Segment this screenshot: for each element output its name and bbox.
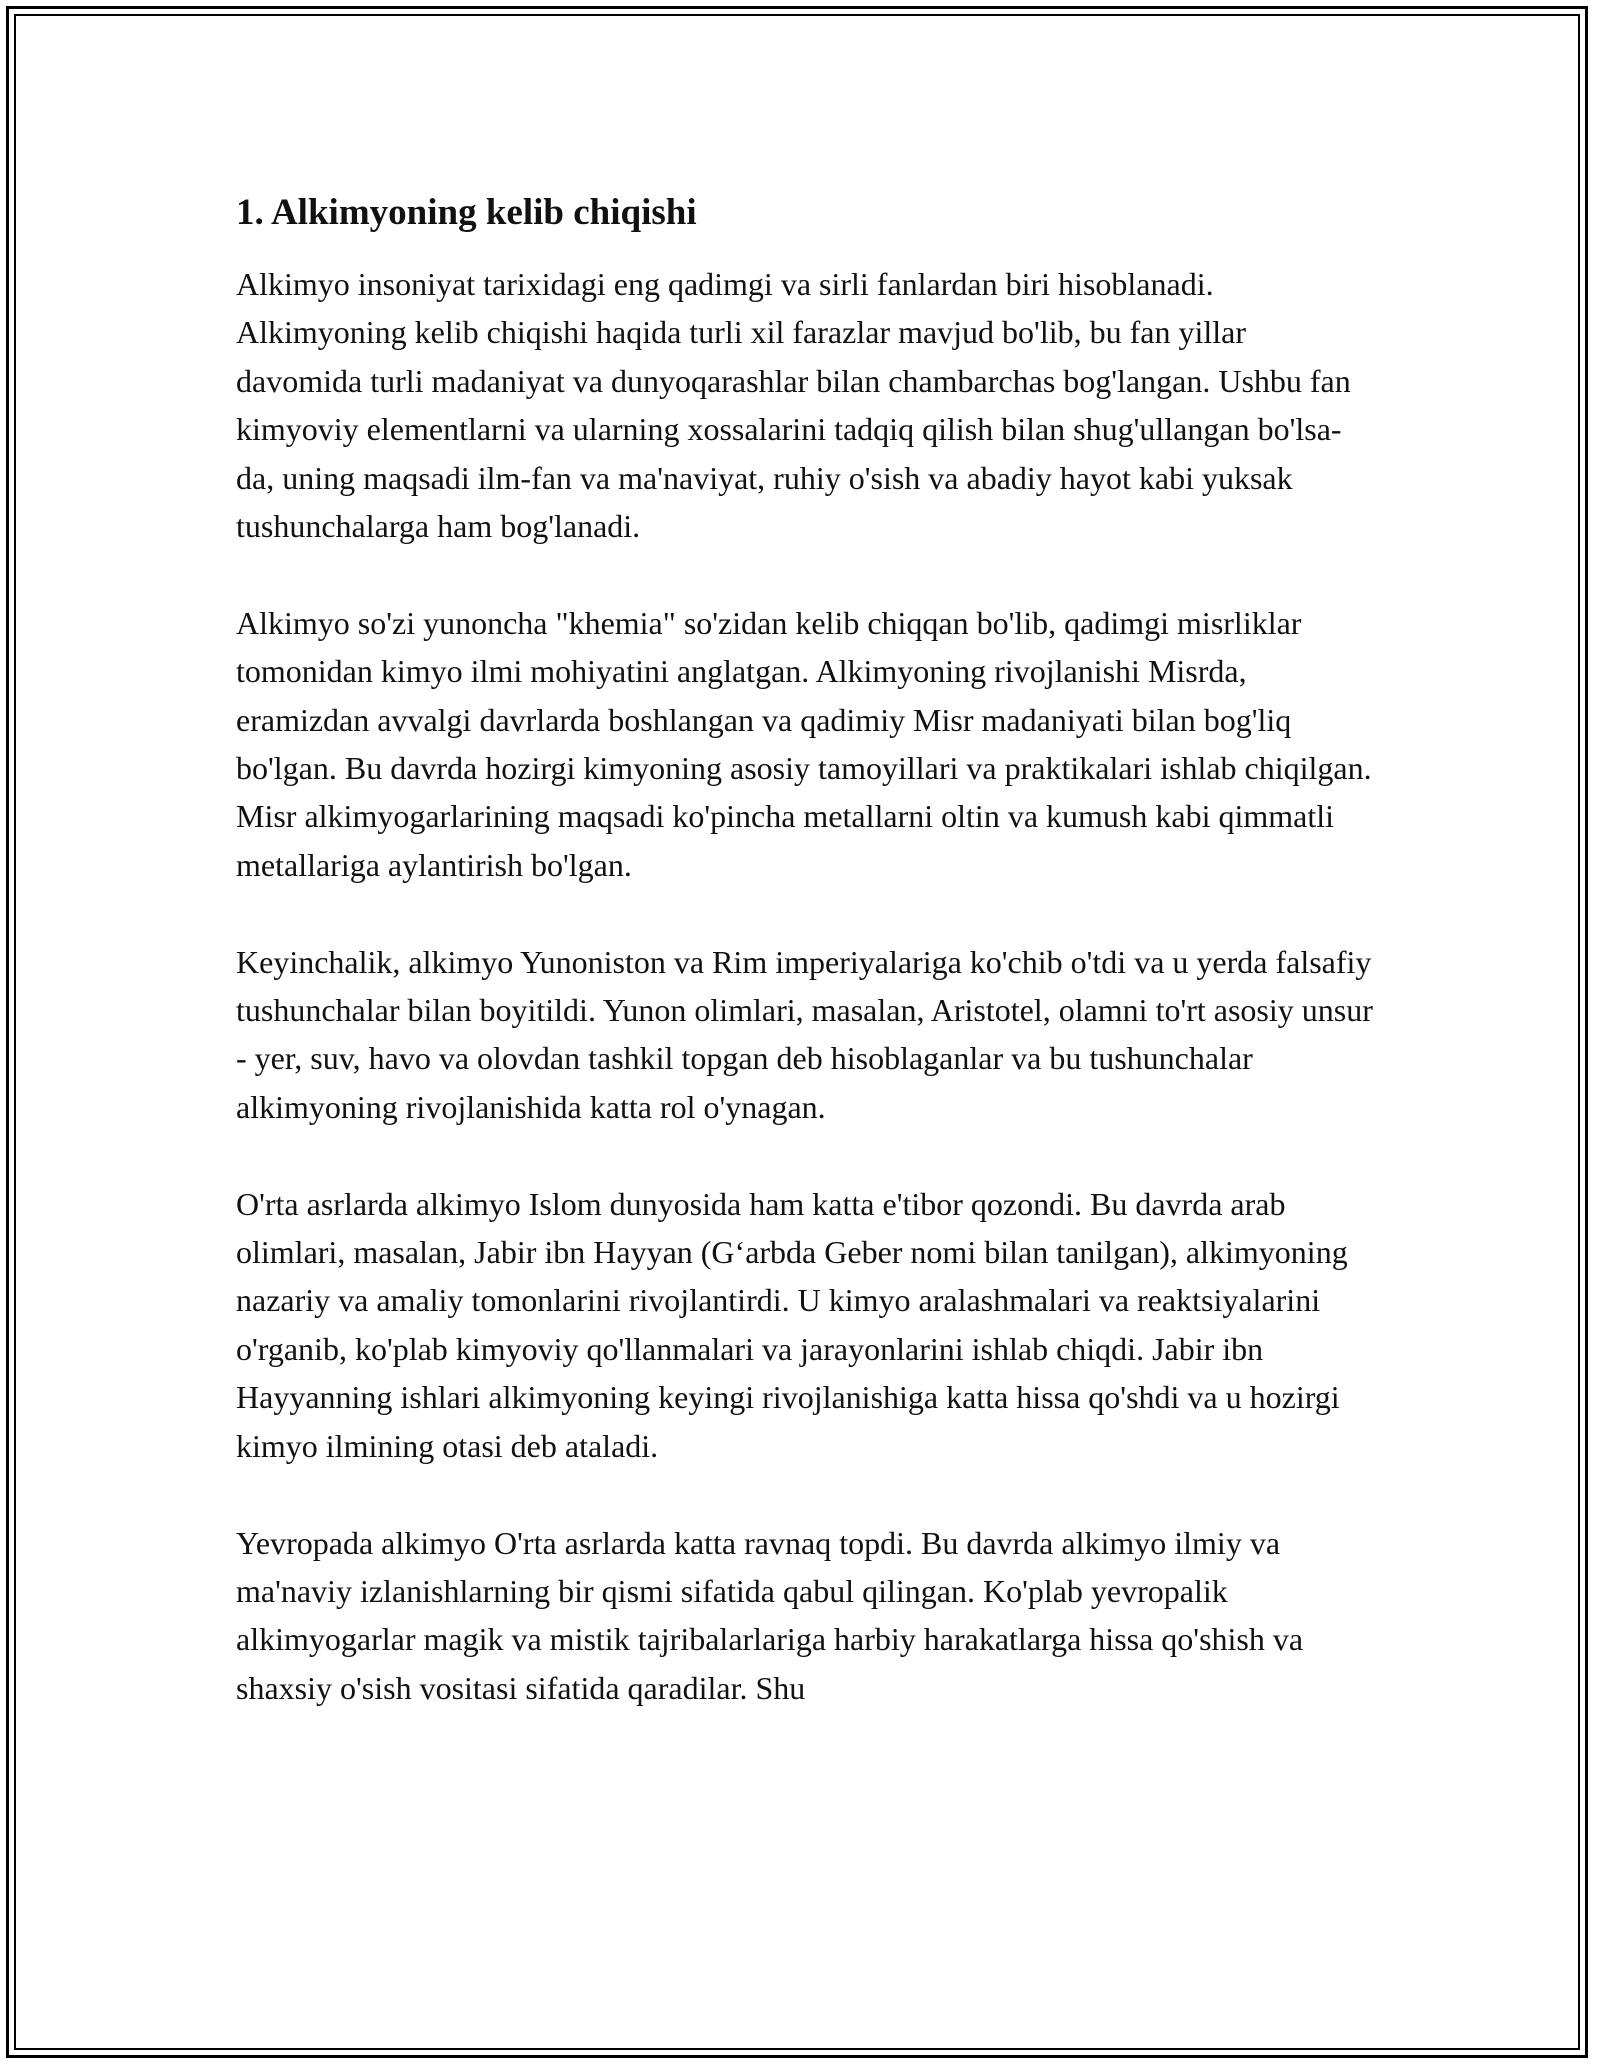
paragraph-islamic-world: O'rta asrlarda alkimyo Islom dunyosida ham katta e'tibor qozondi. Bu davrda arab olimlari, masalan, Jabir ibn Hayyan (G‘arbda Geber nomi bilan tanilgan), alkimyoning nazariy va amaliy tomonlarini rivojlantirdi. U kimyo aralashmalari va reaktsiyalarini o'rganib, ko'plab kimyoviy qo'llanmalari va jarayonlarini ishlab chiqdi. Jabir ibn Hayyanning ishlari alkimyoning keyingi rivojlanishiga katta hissa qo'shdi va u hozirgi kimyo ilmining otasi deb ataladi.	[236, 1185, 1348, 1464]
paragraph-origin-overview: Alkimyo insoniyat tarixidagi eng qadimgi va sirli fanlardan biri hisoblanadi. Alkimyoning kelib chiqishi haqida turli xil farazlar mavjud bo'lib, bu fan yillar davomida turli madaniyat va dunyoqarashlar bilan chambarchas bog'langan. Ushbu fan kimyoviy elementlarni va ularning xossalarini tadqiq qilish bilan shug'ullangan bo'lsa-da, uning maqsadi ilm-fan va ma'naviyat, ruhiy o'sish va abadiy hayot kabi yuksak tushunchalarga ham bog'lanadi.	[236, 266, 1351, 545]
paragraph-europe: Yevropada alkimyo O'rta asrlarda katta ravnaq topdi. Bu davrda alkimyo ilmiy va ma'naviy izlanishlarning bir qismi sifatida qabul qilingan. Ko'plab yevropalik alkimyogarlar magik va mistik tajribalarlariga harbiy harakatlarga hissa qo'shish va shaxsiy o'sish vositasi sifatida qaradilar. Shu	[236, 1524, 1304, 1706]
paragraph-egypt: Alkimyo so'zi yunoncha "khemia" so'zidan kelib chiqqan bo'lib, qadimgi misrliklar tomonidan kimyo ilmi mohiyatini anglatgan. Alkimyoning rivojlanishi Misrda, eramizdan avvalgi davrlarda boshlangan va qadimiy Misr madaniyati bilan bog'liq bo'lgan. Bu davrda hozirgi kimyoning asosiy tamoyillari va praktikalari ishlab chiqilgan. Misr alkimyogarlarining maqsadi ko'pincha metallarni oltin va kumush kabi qimmatli metallariga aylantirish bo'lgan.	[236, 604, 1372, 883]
paragraph-greece-rome: Keyinchalik, alkimyo Yunoniston va Rim imperiyalariga ko'chib o'tdi va u yerda falsafiy tushunchalar bilan boyitildi. Yunon olimlari, masalan, Aristotel, olamni to'rt asosiy unsur - yer, suv, havo va olovdan tashkil topgan deb hisoblaganlar va bu tushunchalar alkimyoning rivojlanishida katta rol o'ynagan.	[236, 943, 1373, 1125]
document-body	[236, 188, 1376, 1761]
section-heading: 1. Alkimyoning kelib chiqishi	[236, 192, 697, 233]
